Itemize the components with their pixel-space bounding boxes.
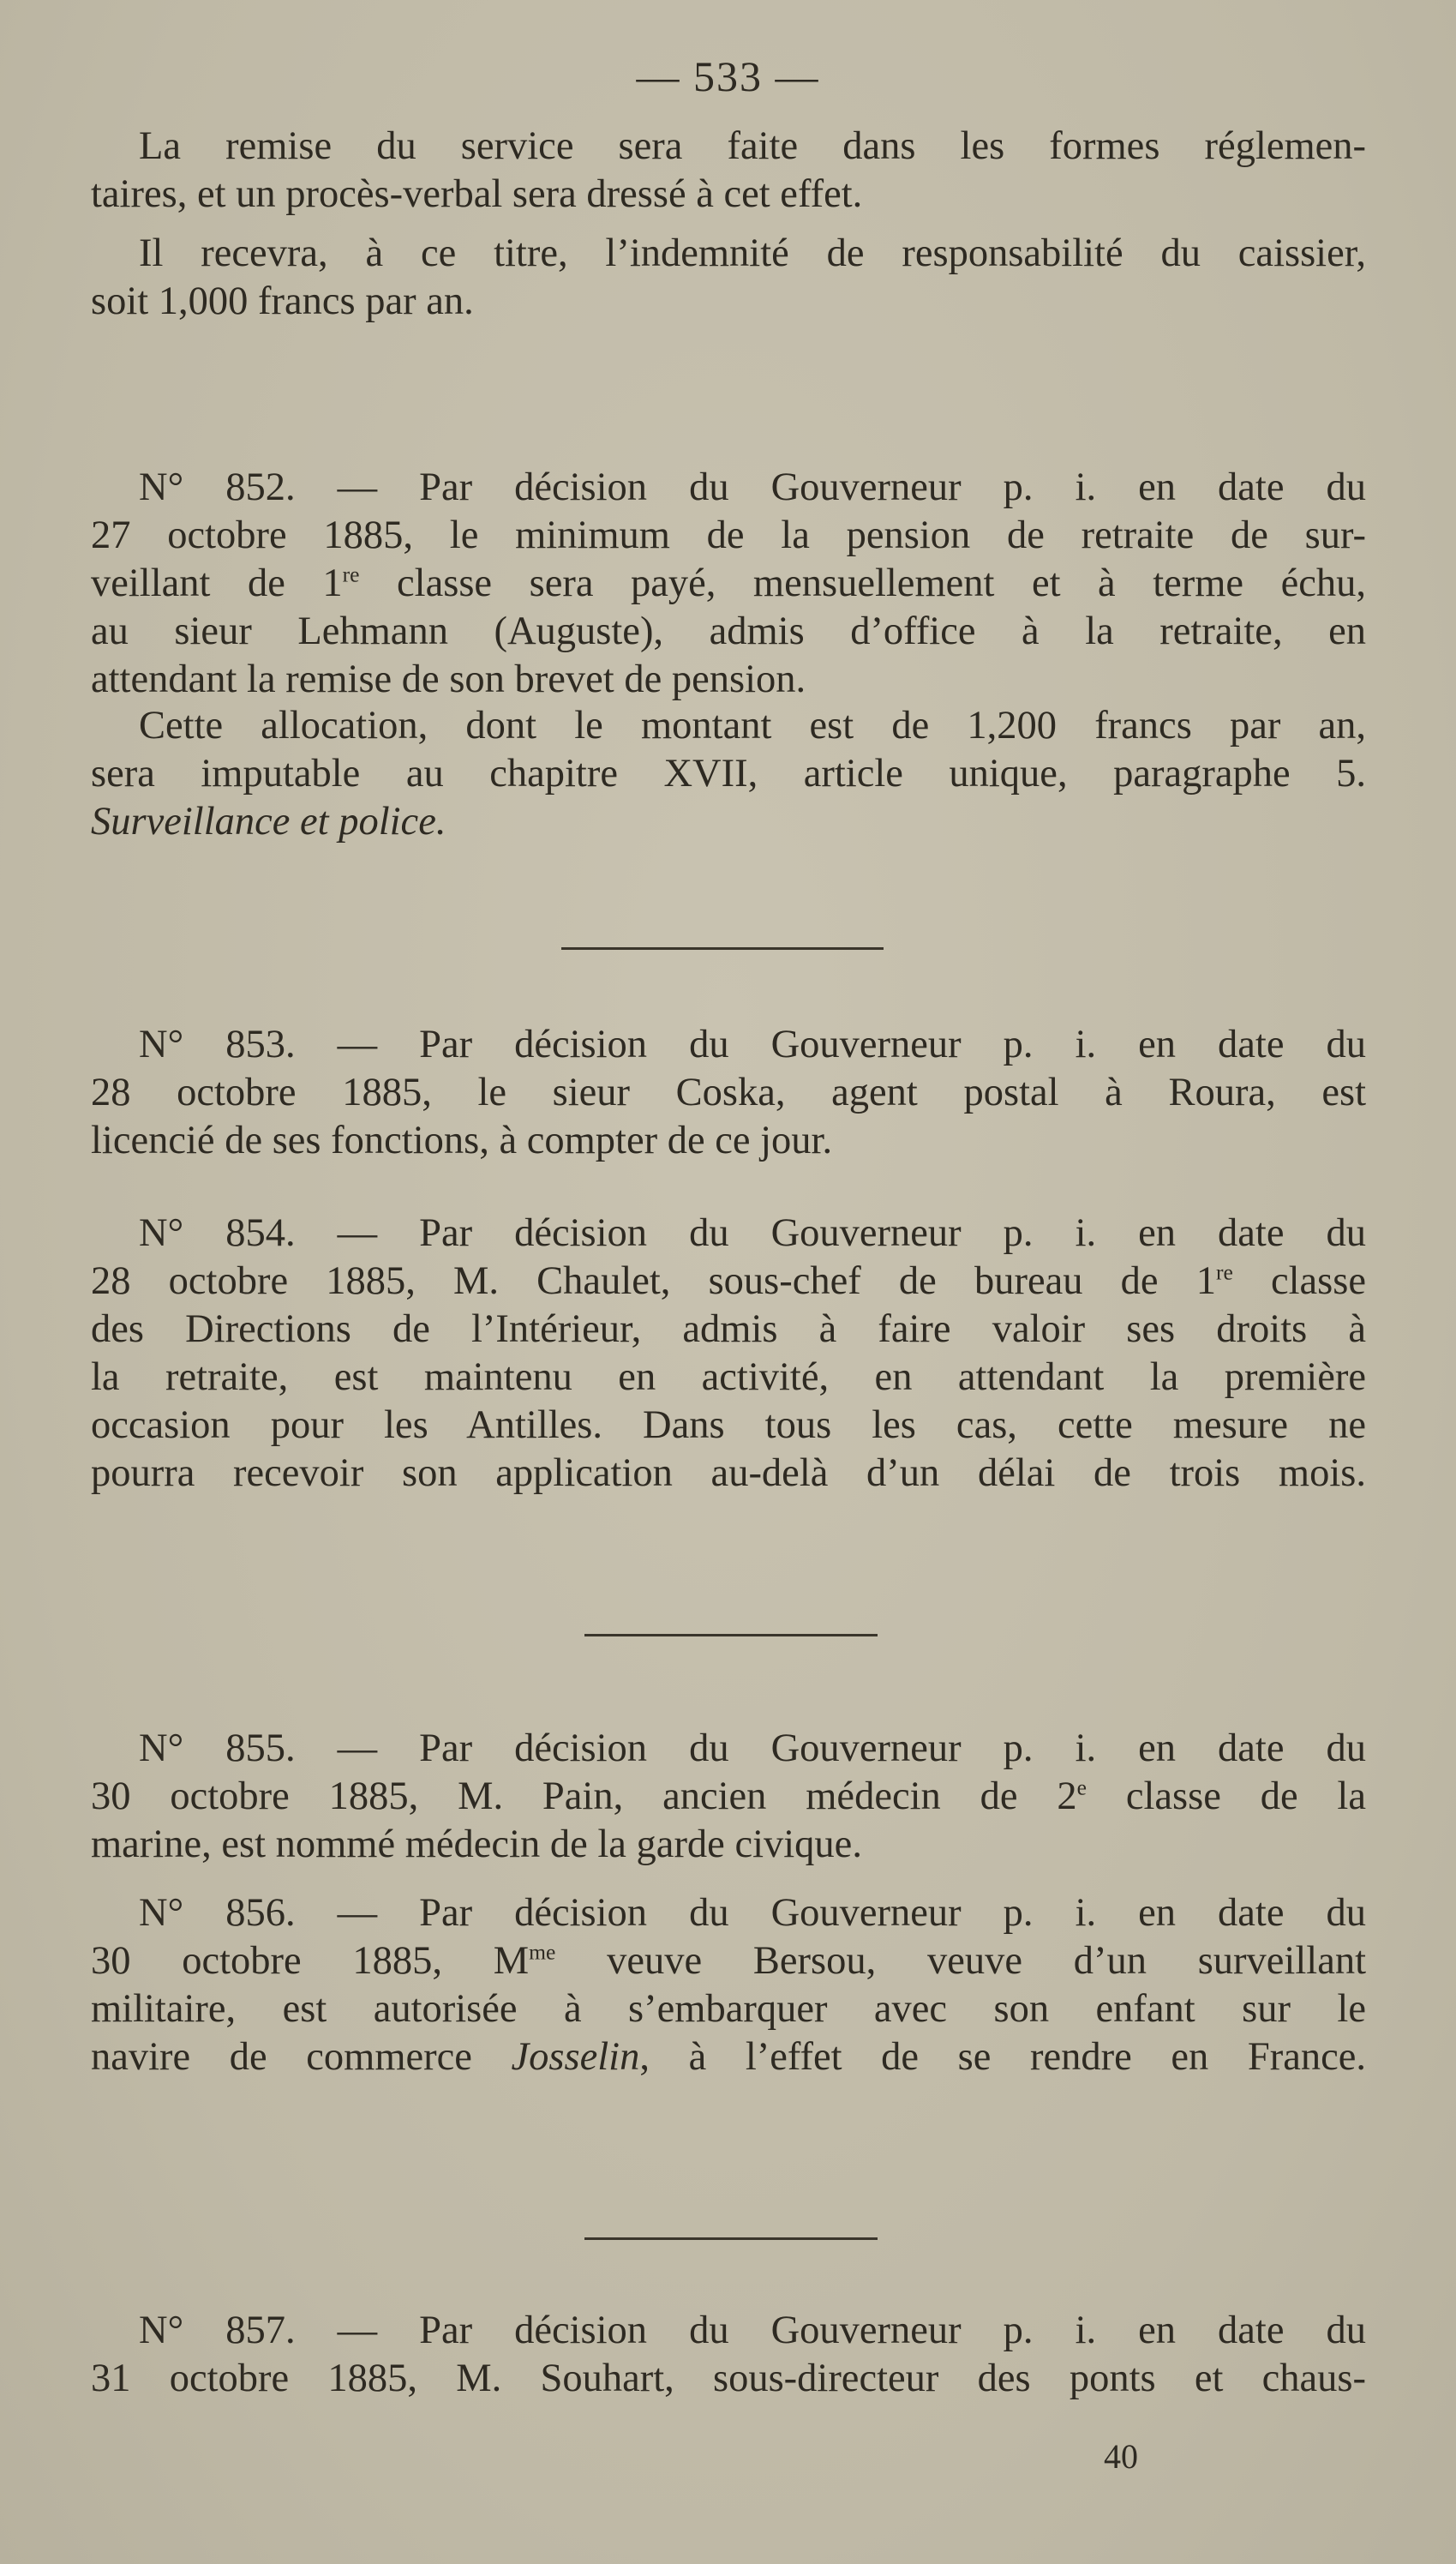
text-line: militaire, est autorisée à s’embarquer avec son enfant sur le	[91, 1987, 1366, 2031]
text-line: 30 octobre 1885, $M^{me}$ veuve Bersou, veuve d’un surveillant	[91, 1939, 1366, 1983]
decision-856	[91, 1889, 1366, 2081]
text-line: N° 857. — Par décision du Gouverneur p. i. en date du	[139, 2309, 1366, 2352]
text-line: 31 octobre 1885, M. Souhart, sous-directeur des ponts et chaus-	[91, 2357, 1366, 2400]
section-divider	[584, 1634, 878, 1636]
text-line: Il recevra, à ce titre, l’indemnité de responsabilité du caissier,	[139, 231, 1366, 275]
text-line: N° 852. — Par décision du Gouverneur p. i. en date du	[139, 465, 1366, 509]
decision-855	[91, 1725, 1366, 1869]
paragraph-remise-service	[91, 123, 1366, 219]
text-line: 30 octobre 1885, M. Pain, ancien médecin de 2e classe de la	[91, 1774, 1366, 1818]
decision-854	[91, 1210, 1366, 1498]
text-line: N° 856. — Par décision du Gouverneur p. i. en date du	[139, 1891, 1366, 1935]
text-line: des Directions de l’Intérieur, admis à faire valoir ses droits à	[91, 1307, 1366, 1351]
text-line: marine, est nommé médecin de la garde civique.	[91, 1822, 862, 1866]
section-divider	[584, 2237, 878, 2240]
text-line: 28 octobre 1885, le sieur Coska, agent postal à Roura, est	[91, 1071, 1366, 1114]
text-line: N° 853. — Par décision du Gouverneur p. i. en date du	[139, 1023, 1366, 1066]
text-line: la retraite, est maintenu en activité, en attendant la première	[91, 1355, 1366, 1399]
paragraph-allocation	[91, 702, 1366, 846]
text-line: licencié de ses fonctions, à compter de ce jour.	[91, 1119, 833, 1162]
text-line: occasion pour les Antilles. Dans tous les cas, cette mesure ne	[91, 1403, 1366, 1447]
text-line: N° 854. — Par décision du Gouverneur p. i. en date du	[139, 1211, 1366, 1255]
section-divider	[561, 947, 884, 950]
text-line: attendant la remise de son brevet de pension.	[91, 658, 806, 701]
page-number: — 533 —	[636, 52, 820, 100]
text-line: 28 octobre 1885, M. Chaulet, sous-chef de bureau de 1re classe	[91, 1259, 1366, 1303]
text-line: veillant de 1re classe sera payé, mensuellement et à terme échu,	[91, 561, 1366, 605]
text-line: navire de commerce Josselin, à l’effet de se rendre en France.	[91, 2035, 1366, 2079]
signature-mark: 40	[1104, 2437, 1138, 2476]
text-line: sera imputable au chapitre XVII, article unique, paragraphe 5.	[91, 752, 1366, 796]
text-line: au sieur Lehmann (Auguste), admis d’office à la retraite, en	[91, 609, 1366, 653]
text-line: pourra recevoir son application au-delà d’un délai de trois mois.	[91, 1451, 1366, 1495]
text-line: N° 855. — Par décision du Gouverneur p. i. en date du	[139, 1726, 1366, 1770]
decision-853	[91, 1021, 1366, 1165]
text-line: Surveillance et police.	[91, 800, 446, 844]
paragraph-indemnite	[91, 230, 1366, 326]
text-line: La remise du service sera faite dans les formes réglemen-	[139, 124, 1366, 168]
decision-852	[91, 464, 1366, 704]
decision-857	[91, 2307, 1366, 2403]
text-line: 27 octobre 1885, le minimum de la pension de retraite de sur-	[91, 513, 1366, 557]
text-line: Cette allocation, dont le montant est de 1,200 francs par an,	[139, 704, 1366, 748]
text-line: soit 1,000 francs par an.	[91, 279, 474, 323]
text-line: taires, et un procès-verbal sera dressé à cet effet.	[91, 172, 863, 216]
